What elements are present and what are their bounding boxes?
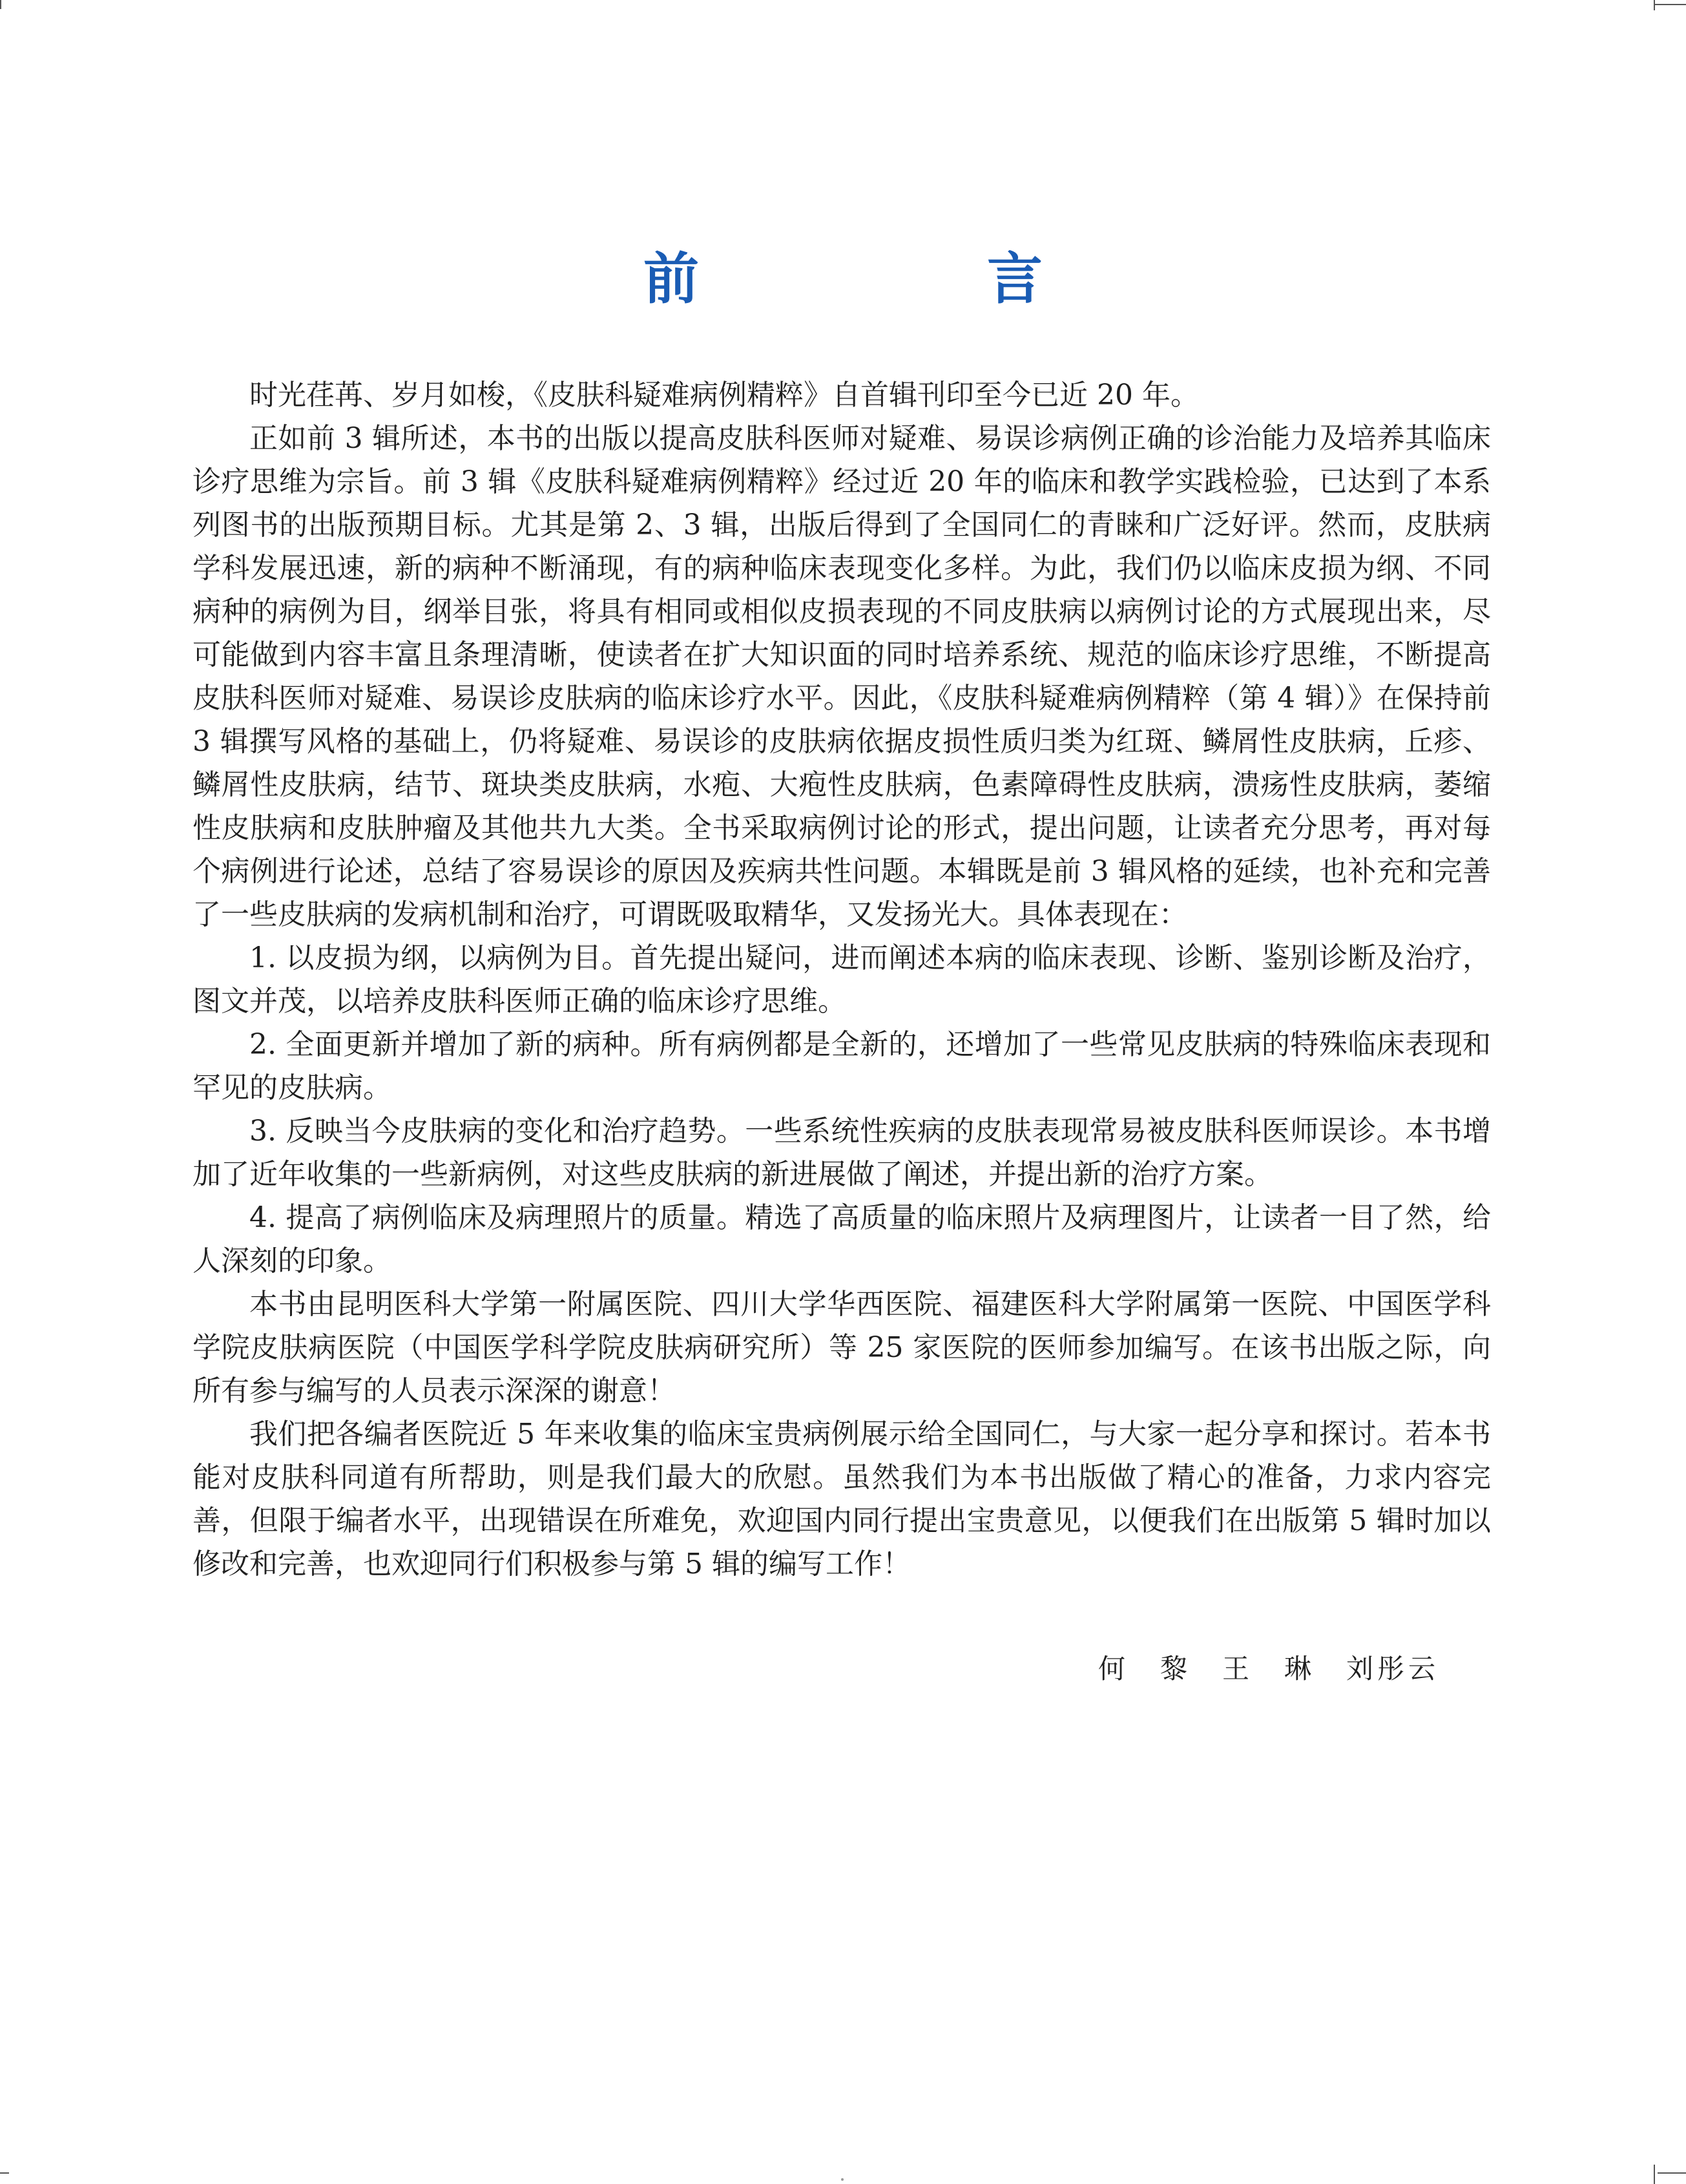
crop-mark-bottom-right-h [1658,2172,1686,2174]
preface-body [193,373,1491,1586]
bottom-center-mark [841,2178,844,2181]
paragraph: 1. 以皮损为纲，以病例为目。首先提出疑问，进而阐述本病的临床表现、诊断、鉴别诊断及治疗，图文并茂，以培养皮肤科医师正确的临床诊疗思维。 [193,941,1491,1018]
paragraph: 4. 提高了病例临床及病理照片的质量。精选了高质量的临床照片及病理图片，让读者一目了然，给人深刻的印象。 [193,1201,1491,1277]
paragraph: 2. 全面更新并增加了新的病种。所有病例都是全新的，还增加了一些常见皮肤病的特殊临床表现和罕见的皮肤病。 [193,1028,1491,1104]
crop-mark-bottom-left-h [0,2172,9,2174]
crop-mark-top-right-v [1654,0,1655,10]
paragraph: 本书由昆明医科大学第一附属医院、四川大学华西医院、福建医科大学附属第一医院、中国医学科学院皮肤病医院（中国医学科学院皮肤病研究所）等 25 家医院的医师参加编写。在该书出版之际，向所有参与编写的人员表示深深的谢意！ [193,1288,1491,1407]
crop-mark-bottom-right-v [1654,2165,1655,2184]
paragraph: 正如前 3 辑所述，本书的出版以提高皮肤科医师对疑难、易误诊病例正确的诊治能力及培养其临床诊疗思维为宗旨。前 3 辑《皮肤科疑难病例精粹》经过近 20 年的临床和教学实践检验，已达到了本系列图书的出版预期目标。尤其是第 2、3 辑，出版后得到了全国同仁的青睐和广泛好评。然而，皮肤病学科发展迅速，新的病种不断涌现，有的病种临床表现变化多样。为此，我们仍以临床皮损为纲、不同病种的病例为目，纲举目张，将具有相同或相似皮损表现的不同皮肤病以病例讨论的方式展现出来，尽可能做到内容丰富且条理清晰，使读者在扩大知识面的同时培养系统、规范的临床诊疗思维，不断提高皮肤科医师对疑难、易误诊皮肤病的临床诊疗水平。因此，《皮肤科疑难病例精粹（第 4 辑）》在保持前 3 辑撰写风格的基础上，仍将疑难、易误诊的皮肤病依据皮损性质归类为红斑、鳞屑性皮肤病，丘疹、鳞屑性皮肤病，结节、斑块类皮肤病，水疱、大疱性皮肤病，色素障碍性皮肤病，溃疡性皮肤病，萎缩性皮肤病和皮肤肿瘤及其他共九大类。全书采取病例讨论的形式，提出问题，让读者充分思考，再对每个病例进行论述，总结了容易误诊的原因及疾病共性问题。本辑既是前 3 辑风格的延续，也补充和完善了一些皮肤病的发病机制和治疗，可谓既吸取精华，又发扬光大。具体表现在： [193,422,1491,931]
crop-mark-top-left-v [0,0,1,9]
author-signature: 何 黎 王 琳 刘彤云 [1098,1653,1440,1685]
paragraph: 我们把各编者医院近 5 年来收集的临床宝贵病例展示给全国同仁，与大家一起分享和探讨。若本书能对皮肤科同道有所帮助，则是我们最大的欣慰。虽然我们为本书出版做了精心的准备，力求内容完善，但限于编者水平，出现错误在所难免，欢迎国内同行提出宝贵意见，以便我们在出版第 5 辑时加以修改和完善，也欢迎同行们积极参与第 5 辑的编写工作！ [193,1418,1491,1580]
paragraph: 时光荏苒、岁月如梭，《皮肤科疑难病例精粹》自首辑刊印至今已近 20 年。 [249,379,1199,412]
paragraph: 3. 反映当今皮肤病的变化和治疗趋势。一些系统性疾病的皮肤表现常易被皮肤科医师误诊。本书增加了近年收集的一些新病例，对这些皮肤病的新进展做了阐述，并提出新的治疗方案。 [193,1115,1491,1191]
page-title: 前 言 [643,247,1159,311]
crop-mark-top-right-h [1655,4,1686,5]
